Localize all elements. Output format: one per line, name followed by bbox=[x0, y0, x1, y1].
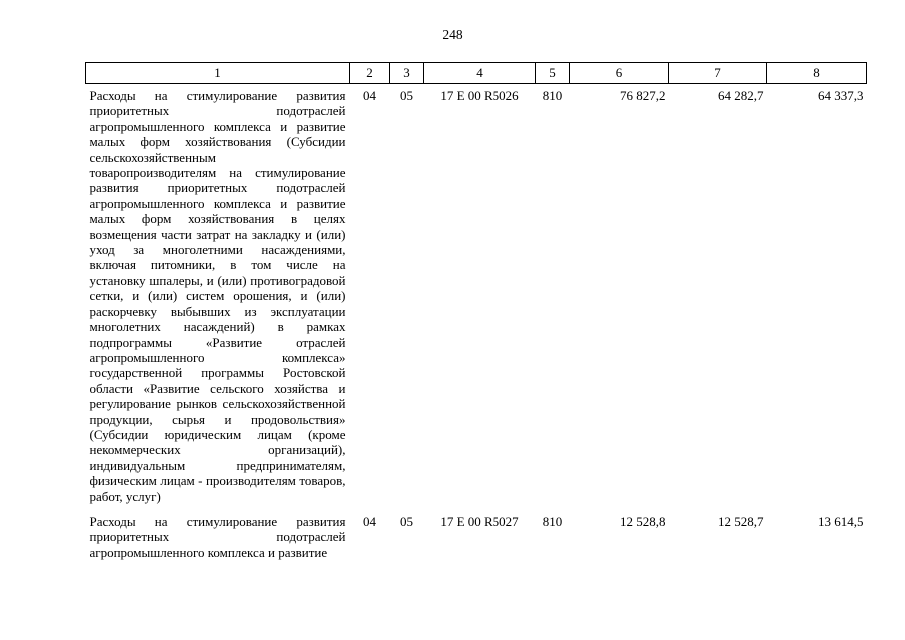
table-row bbox=[86, 84, 867, 504]
column-header-1: 1 bbox=[86, 63, 350, 84]
column-header-3: 3 bbox=[390, 63, 424, 84]
row-amount-year-3: 13 614,5 bbox=[818, 513, 864, 529]
row-subsection-code: 05 bbox=[400, 88, 413, 103]
row-expense-type: 810 bbox=[542, 88, 563, 103]
column-header-7: 7 bbox=[669, 63, 767, 84]
row-expense-type: 810 bbox=[542, 513, 563, 529]
row-description: Расходы на стимулирование развития приоритетных подотраслей агропромышленного комплекса и развитие малых форм хозяйствования (Субсидии сельскохозяйственным товаропроизводителям на стимулирование развития приоритетных подотраслей агропромышленного комплекса и развитие малых форм хозяйствования в целях возмещения части затрат на закладку и (или) уход за многолетними насаждениями, включая питомники, в том числе на установку шпалеры, и (или) противоградовой сетки, и (или) систем орошения, и (или) раскорчевку выбывших из эксплуатации многолетних насаждений) в рамках подпрограммы «Развитие отраслей агропромышленного комплекса» государственной программы Ростовской области «Развитие сельского хозяйства и регулирование рынков сельскохозяйственной продукции, сырья и продовольствия» (Субсидии юридическим лицам (кроме некоммерческих организаций), индивидуальным предпринимателям, физическим лицам - производителям товаров, работ, услуг) bbox=[89, 88, 346, 504]
page-number: 248 bbox=[442, 27, 463, 42]
row-amount-year-1: 12 528,8 bbox=[620, 513, 666, 529]
row-target-article: 17 Е 00 R5027 bbox=[440, 513, 519, 529]
row-target-article: 17 Е 00 R5026 bbox=[440, 88, 519, 103]
header-row bbox=[86, 63, 867, 84]
row-amount-year-2: 64 282,7 bbox=[718, 88, 764, 103]
row-section-code: 04 bbox=[363, 88, 376, 103]
column-header-8: 8 bbox=[767, 63, 867, 84]
table-row bbox=[86, 504, 867, 560]
row-amount-year-1: 76 827,2 bbox=[620, 88, 666, 103]
row-amount-year-2: 12 528,7 bbox=[718, 513, 764, 529]
column-header-6: 6 bbox=[570, 63, 669, 84]
row-section-code: 04 bbox=[363, 513, 376, 529]
column-header-2: 2 bbox=[350, 63, 390, 84]
column-header-4: 4 bbox=[424, 63, 536, 84]
row-amount-year-3: 64 337,3 bbox=[818, 88, 864, 103]
budget-table bbox=[85, 62, 867, 560]
row-subsection-code: 05 bbox=[400, 513, 413, 529]
row-description: Расходы на стимулирование развития приоритетных подотраслей агропромышленного комплекса и развитие bbox=[89, 513, 346, 560]
column-header-5: 5 bbox=[536, 63, 570, 84]
